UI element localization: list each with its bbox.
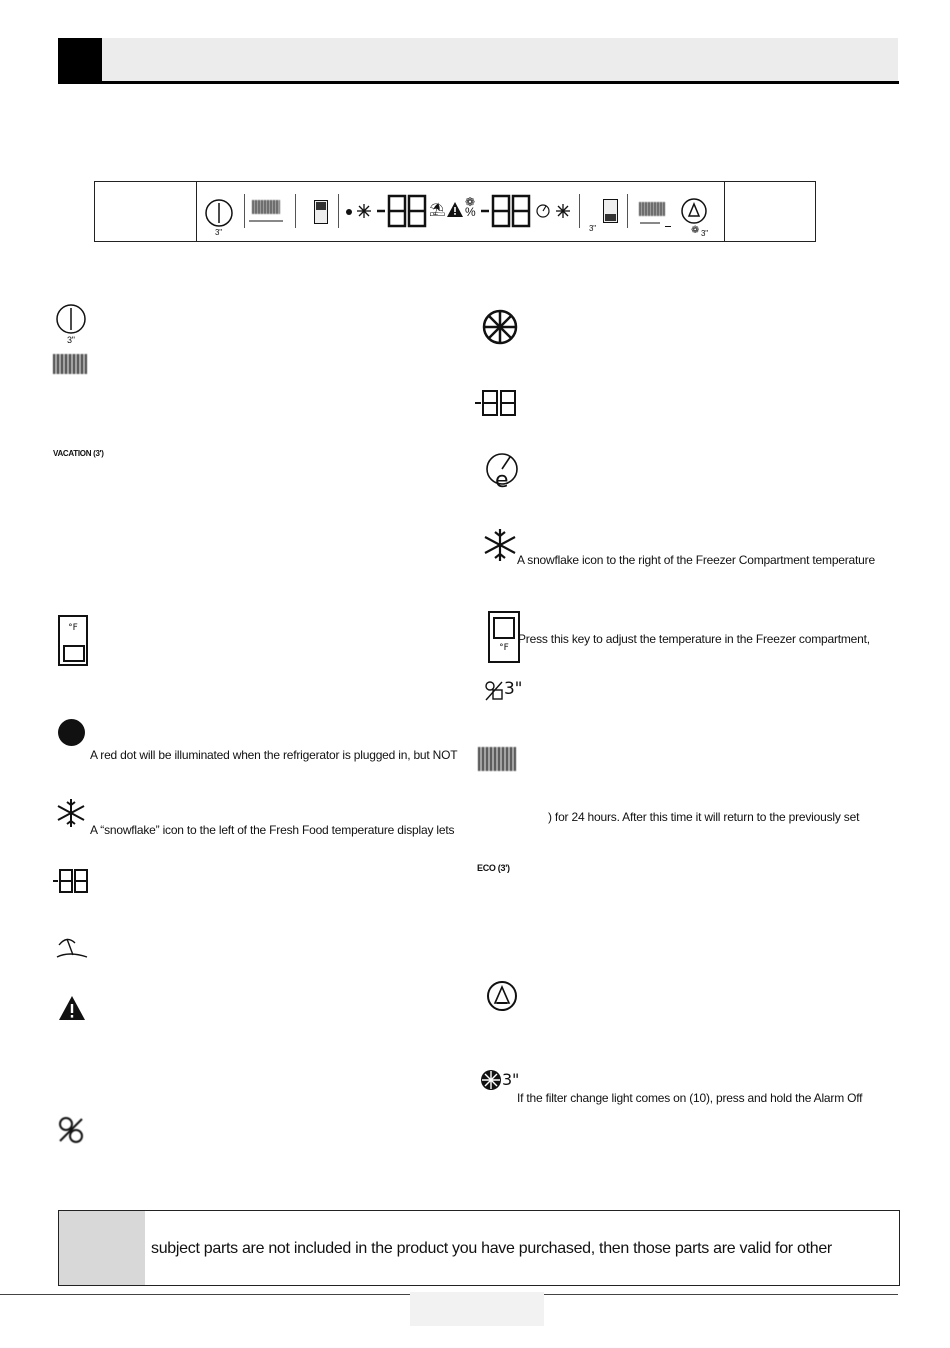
- fan-hold-label: 3": [589, 224, 596, 233]
- alarm-off-icon: [486, 980, 518, 1012]
- eco-icon: [484, 449, 520, 493]
- power-dot-icon: [346, 209, 352, 215]
- panel-divider: [196, 182, 197, 241]
- fresh-snowflake-icon: [357, 204, 371, 218]
- section-header-bar: [58, 38, 898, 82]
- vacation-icon: ⛱: [429, 202, 446, 217]
- filter-icon: ❁: [691, 225, 700, 236]
- filter-icon: [480, 1069, 502, 1091]
- fresh-temp-display-icon: [52, 868, 90, 894]
- vacation-label: VACATION (3'): [53, 449, 104, 458]
- freezer-snowflake-icon: [482, 527, 518, 563]
- alarm-warning-icon: [447, 202, 463, 217]
- power-hold-label: 3": [67, 335, 75, 345]
- freezer-key-description: Press this key to adjust the temperature in the Freezer compartment,: [518, 632, 870, 646]
- note-text: subject parts are not included in the product you have purchased, then those parts are valid for other: [151, 1240, 832, 1257]
- svg-text:e: e: [495, 468, 509, 493]
- fan-hold-label: 3": [504, 679, 523, 699]
- fresh-temp-unit-icon: [314, 200, 328, 224]
- power-icon: [204, 198, 234, 228]
- panel-divider: [724, 182, 725, 241]
- fresh-temp-unit-icon: °F: [58, 615, 88, 666]
- fan-icon: [56, 1115, 86, 1145]
- fan-icon: ❁ %: [465, 195, 476, 219]
- power-hold-label: 3": [215, 228, 222, 237]
- freezer-snowflake-description: A snowflake icon to the right of the Freezer Compartment temperature: [517, 553, 875, 567]
- red-dot-description: A red dot will be illuminated when the refrigerator is plugged in, but NOT: [90, 748, 458, 762]
- fresh-snowflake-description: A “snowflake” icon to the left of the Fresh Food temperature display lets: [90, 823, 455, 837]
- fresh-snowflake-icon: [55, 798, 87, 828]
- freezer-snowflake-icon: [556, 204, 570, 218]
- fan-icon: [482, 309, 518, 345]
- control-panel-diagram: [94, 181, 816, 242]
- header-rule: [58, 81, 899, 84]
- vacation-icon: [55, 935, 89, 961]
- rapid-freeze-icon: [639, 202, 665, 216]
- note-icon-area: [59, 1211, 145, 1285]
- eco-label: ECO (3'): [477, 863, 510, 873]
- filter-description: If the filter change light comes on (10), press and hold the Alarm Off: [517, 1091, 863, 1105]
- eco-icon: [536, 202, 550, 220]
- power-icon: [55, 303, 87, 335]
- filter-hold-label: 3": [701, 229, 708, 238]
- red-dot-icon: [58, 719, 85, 746]
- note-box: [58, 1210, 900, 1286]
- fan-hold-icon: [484, 680, 504, 702]
- rapid-freeze-icon: [478, 747, 516, 771]
- freezer-temp-unit-icon: [603, 199, 618, 223]
- rapid-cool-icon: [53, 354, 87, 374]
- rapid-cool-icon: [252, 200, 280, 214]
- section-number-block: [58, 38, 102, 82]
- freezer-temp-unit-icon: °F: [488, 611, 520, 663]
- freezer-temp-display: [479, 194, 531, 228]
- filter-hold-label: 3": [502, 1070, 520, 1089]
- freezer-temp-display-icon: [474, 389, 518, 417]
- alarm-warning-icon: [58, 994, 86, 1022]
- alarm-off-icon: [681, 198, 707, 224]
- fresh-temp-display: [375, 194, 427, 228]
- page-number-box: [410, 1292, 544, 1326]
- quick-freeze-description: ) for 24 hours. After this time it will return to the previously set: [548, 810, 860, 824]
